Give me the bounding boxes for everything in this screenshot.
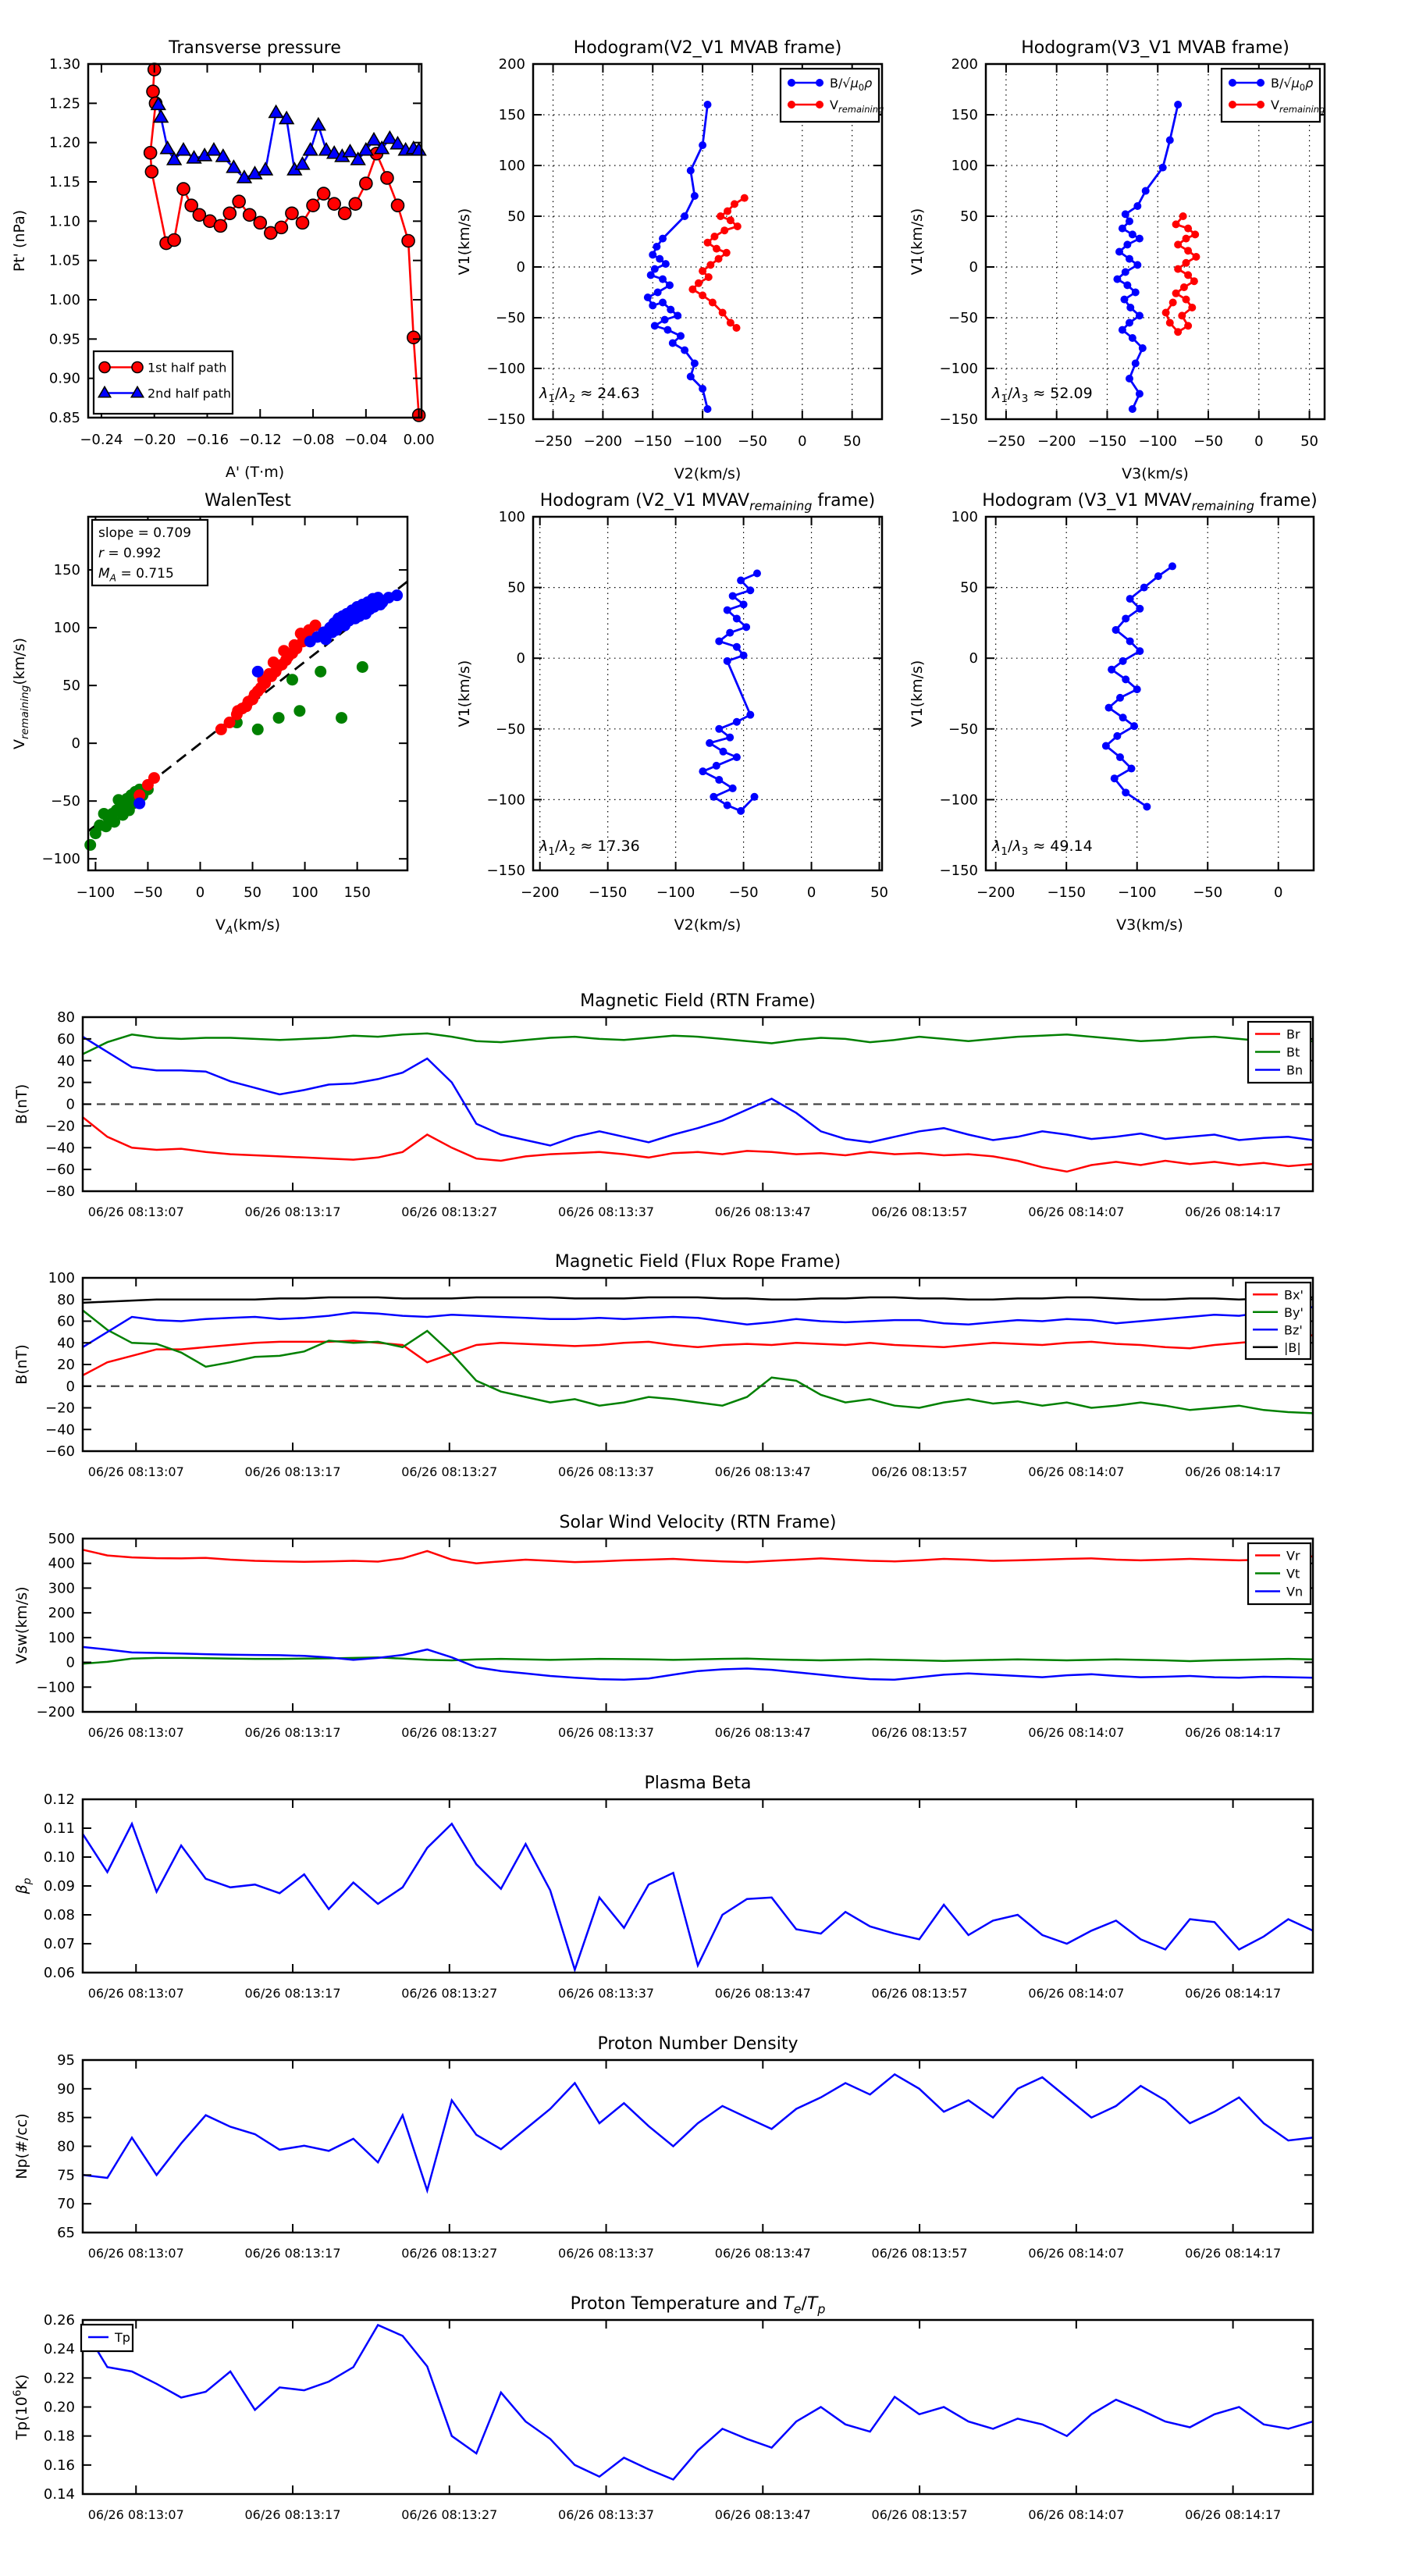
y-tick-label: 50 (62, 678, 80, 695)
series-np (83, 2074, 1313, 2190)
x-tick-label: 06/26 08:13:17 (244, 1986, 341, 2001)
legend-item-label: $V_{remaining}$ (1271, 98, 1325, 115)
series-tp (83, 2325, 1313, 2480)
y-tick-label: 200 (951, 56, 978, 73)
panel-title: Proton Number Density (597, 2034, 799, 2054)
y-tick-label: 200 (498, 56, 525, 73)
y-tick-label: 0 (66, 1654, 75, 1671)
y-tick-label: 0 (66, 1378, 75, 1395)
legend (1248, 1543, 1311, 1604)
x-tick-label: 06/26 08:13:17 (244, 2246, 341, 2261)
x-tick-label: 06/26 08:13:47 (714, 2507, 811, 2522)
panel-title: Proton Temperature and $T_e/T_p$ (570, 2294, 826, 2317)
x-tick-label: 0 (806, 884, 816, 901)
panel-title: Magnetic Field (Flux Rope Frame) (554, 1252, 841, 1272)
legend-item-label: $B/√\mu_0\rho$ (830, 76, 873, 93)
x-tick-label: 06/26 08:13:27 (401, 1725, 498, 1740)
y-tick-label: 40 (57, 1052, 75, 1069)
x-tick-label: 0 (1274, 884, 1283, 901)
legend-item-label: 2nd half path (148, 386, 232, 401)
series-bt (83, 1034, 1313, 1055)
y-tick-label: 0.90 (48, 370, 80, 387)
x-tick-label: −0.24 (80, 432, 123, 448)
y-tick-label: 80 (57, 1291, 75, 1308)
x-tick-label: 06/26 08:13:47 (714, 2246, 811, 2261)
x-tick-label: 06/26 08:13:17 (244, 2507, 341, 2522)
y-tick-label: 0.95 (48, 331, 80, 348)
y-tick-label: 0.11 (43, 1820, 75, 1837)
x-tick-label: −0.12 (238, 432, 282, 448)
y-tick-label: 400 (48, 1555, 75, 1572)
legend-item-label: Vn (1286, 1584, 1304, 1599)
y-tick-label: 80 (57, 2138, 75, 2155)
legend-item-label: 1st half path (148, 360, 227, 375)
x-tick-label: 06/26 08:14:17 (1185, 2246, 1282, 2261)
y-tick-label: 75 (57, 2167, 75, 2184)
x-tick-label: 06/26 08:13:37 (558, 1725, 655, 1740)
y-tick-label: −100 (486, 792, 525, 809)
y-tick-label: −100 (41, 851, 80, 868)
panel-title: Hodogram(V3_V1 MVAB frame) (1021, 38, 1289, 58)
y-tick-label: 85 (57, 2109, 75, 2126)
x-tick-label: 06/26 08:14:07 (1028, 1464, 1125, 1479)
panel-vsw-rtn (13, 1513, 1313, 1740)
x-tick-label: 06/26 08:13:27 (401, 2246, 498, 2261)
legend (1222, 69, 1325, 122)
x-tick-label: 06/26 08:13:27 (401, 1464, 498, 1479)
x-tick-label: −100 (656, 884, 695, 901)
y-tick-label: 0.12 (43, 1791, 75, 1808)
x-tick-label: −200 (583, 433, 623, 450)
x-axis-label: $V_A(km/s)$ (215, 916, 280, 937)
x-tick-label: −100 (1117, 884, 1157, 901)
y-tick-label: 1.20 (48, 134, 80, 151)
panel-transverse-pressure (11, 38, 435, 481)
y-tick-label: 0.16 (43, 2457, 75, 2474)
x-tick-label: 06/26 08:13:27 (401, 2507, 498, 2522)
y-tick-label: −100 (939, 361, 978, 377)
y-axis-label: V1(km/s) (909, 208, 926, 276)
x-tick-label: −50 (1193, 433, 1224, 450)
y-tick-label: 90 (57, 2080, 75, 2097)
y-tick-label: 20 (57, 1074, 75, 1091)
y-tick-label: 100 (951, 509, 978, 525)
stats-line: r = 0.992 (98, 546, 162, 561)
series--b- (83, 1297, 1313, 1303)
x-tick-label: −100 (1138, 433, 1177, 450)
x-tick-label: 06/26 08:13:47 (714, 1725, 811, 1740)
y-tick-label: 40 (57, 1335, 75, 1352)
legend-item-label: $V_{remaining}$ (830, 98, 884, 115)
x-axis-label: V3(km/s) (1122, 465, 1189, 482)
y-tick-label: 1.30 (48, 56, 80, 73)
x-axis-label: V3(km/s) (1116, 916, 1183, 934)
y-tick-label: 60 (57, 1313, 75, 1330)
x-tick-label: 06/26 08:13:17 (244, 1464, 341, 1479)
x-tick-label: −150 (588, 884, 628, 901)
axes-border (83, 2320, 1313, 2494)
y-tick-label: −150 (486, 863, 525, 879)
x-axis-label: A' (T·m) (225, 464, 285, 481)
y-axis-label: V1(km/s) (909, 660, 926, 728)
y-tick-label: 0.22 (43, 2370, 75, 2387)
panel-title: Solar Wind Velocity (RTN Frame) (559, 1513, 837, 1532)
y-axis-label: Vsw(km/s) (13, 1586, 30, 1664)
y-tick-label: −40 (45, 1140, 75, 1157)
y-tick-label: 0.06 (43, 1965, 75, 1981)
x-tick-label: 06/26 08:13:57 (871, 2246, 968, 2261)
panel-b-fluxrope (13, 1252, 1313, 1479)
y-tick-label: −60 (45, 1162, 75, 1179)
x-tick-label: 06/26 08:13:47 (714, 1464, 811, 1479)
panel-title: Hodogram (V3_V1 $MVAV_{remaining}$ frame) (982, 491, 1318, 514)
panel-walen-test (11, 491, 407, 937)
series-vt (83, 1657, 1313, 1663)
x-tick-label: 06/26 08:13:57 (871, 1464, 968, 1479)
y-tick-label: −100 (36, 1679, 75, 1696)
x-tick-label: −0.08 (291, 432, 335, 448)
x-tick-label: 06/26 08:13:37 (558, 1986, 655, 2001)
y-tick-label: 80 (57, 1009, 75, 1026)
y-tick-label: 1.15 (48, 174, 80, 190)
y-tick-label: 0 (66, 1096, 75, 1113)
x-tick-label: 150 (343, 884, 371, 901)
x-tick-label: 50 (1300, 433, 1319, 450)
y-tick-label: 50 (960, 208, 978, 225)
x-tick-label: −150 (633, 433, 672, 450)
x-tick-label: 06/26 08:13:57 (871, 2507, 968, 2522)
y-tick-label: −50 (948, 310, 978, 326)
annotation-label: $\lambda_1/\lambda_2 \approx 17.36$ (539, 838, 640, 858)
y-tick-label: −200 (36, 1704, 75, 1720)
y-tick-label: 0 (969, 259, 978, 276)
y-tick-label: 500 (48, 1531, 75, 1547)
y-tick-label: 0.20 (43, 2399, 75, 2416)
legend (781, 69, 884, 122)
x-tick-label: 06/26 08:14:17 (1185, 1725, 1282, 1740)
x-tick-label: −0.20 (133, 432, 176, 448)
axes-border (83, 2060, 1313, 2233)
x-tick-label: 06/26 08:13:07 (87, 2246, 184, 2261)
y-tick-label: 1.10 (48, 213, 80, 230)
x-tick-label: 100 (291, 884, 318, 901)
y-tick-label: −50 (948, 720, 978, 738)
x-tick-label: −0.04 (344, 432, 388, 448)
x-tick-label: −150 (1087, 433, 1127, 450)
stats-line: $M_A = 0.715$ (98, 566, 174, 584)
x-tick-label: 06/26 08:13:07 (87, 1204, 184, 1219)
y-axis-label: B(nT) (13, 1083, 30, 1125)
x-axis-label: V2(km/s) (674, 916, 742, 934)
stats-box (92, 520, 208, 585)
y-tick-label: 0.08 (43, 1907, 75, 1923)
x-tick-label: −250 (533, 433, 573, 450)
x-tick-label: −100 (683, 433, 722, 450)
y-axis-label: V1(km/s) (456, 208, 473, 276)
y-tick-label: −80 (45, 1183, 75, 1200)
y-tick-label: −60 (45, 1443, 75, 1460)
x-tick-label: 06/26 08:13:57 (871, 1725, 968, 1740)
y-axis-label: $\beta_p$ (13, 1877, 34, 1895)
axes-border (83, 1278, 1313, 1451)
x-tick-label: 06/26 08:13:37 (558, 2246, 655, 2261)
x-tick-label: 06/26 08:14:07 (1028, 1725, 1125, 1740)
y-tick-label: 100 (48, 1629, 75, 1646)
x-tick-label: 06/26 08:14:17 (1185, 1986, 1282, 2001)
legend-item-label: |B| (1284, 1340, 1301, 1355)
x-tick-label: 06/26 08:14:17 (1185, 1204, 1282, 1219)
legend-item-label: By' (1284, 1304, 1304, 1320)
y-tick-label: 50 (960, 579, 978, 596)
series-beta-p (83, 1823, 1313, 1969)
y-tick-label: 0.85 (48, 410, 80, 426)
stats-line: slope = 0.709 (98, 525, 191, 541)
x-tick-label: 06/26 08:13:07 (87, 1725, 184, 1740)
y-tick-label: 50 (507, 208, 525, 225)
x-tick-label: −200 (1037, 433, 1076, 450)
y-tick-label: −50 (496, 720, 525, 738)
x-tick-label: 06/26 08:14:17 (1185, 2507, 1282, 2522)
legend-item-label: Bn (1286, 1062, 1304, 1078)
x-tick-label: 50 (870, 884, 888, 901)
x-tick-label: −100 (76, 884, 116, 901)
x-tick-label: 06/26 08:13:57 (871, 1204, 968, 1219)
panel-title: Transverse pressure (169, 38, 341, 58)
x-tick-label: 0.00 (403, 432, 435, 448)
x-tick-label: 06/26 08:14:07 (1028, 1204, 1125, 1219)
x-tick-label: 06/26 08:13:57 (871, 1986, 968, 2001)
x-tick-label: 06/26 08:13:17 (244, 1204, 341, 1219)
panel-hodogram-v2v1-mvab (456, 38, 884, 482)
legend-item-label: Bx' (1284, 1287, 1304, 1303)
panel-title: Plasma Beta (644, 1774, 752, 1793)
panel-title: WalenTest (205, 491, 291, 511)
y-axis-label: Np(#/cc) (13, 2113, 30, 2179)
y-tick-label: 150 (498, 107, 525, 123)
x-tick-label: 06/26 08:13:47 (714, 1986, 811, 2001)
panel-hodogram-v3v1-mvab (909, 38, 1325, 482)
series-bx- (83, 1336, 1313, 1375)
panel-plasma-beta (13, 1774, 1313, 2001)
x-tick-label: 06/26 08:14:07 (1028, 2246, 1125, 2261)
x-tick-label: 50 (843, 433, 862, 450)
y-tick-label: 0.26 (43, 2312, 75, 2329)
series-bn (83, 1037, 1313, 1145)
y-tick-label: −150 (939, 411, 978, 428)
series-br (83, 1117, 1313, 1172)
x-tick-label: 06/26 08:13:37 (558, 2507, 655, 2522)
series-vr (83, 1550, 1313, 1563)
panel-proton-temperature (11, 2294, 1313, 2522)
legend-item-label: Bz' (1284, 1322, 1303, 1338)
x-axis-label: V2(km/s) (674, 465, 742, 482)
x-tick-label: −50 (1193, 884, 1223, 901)
panel-hodogram-v2v1-mvav (456, 491, 888, 934)
y-tick-label: −20 (45, 1118, 75, 1135)
x-tick-label: 06/26 08:13:27 (401, 1986, 498, 2001)
y-tick-label: −100 (939, 792, 978, 809)
x-tick-label: −200 (976, 884, 1016, 901)
legend-item-label: Vt (1286, 1566, 1300, 1582)
y-axis-label: Pt' (nPa) (11, 209, 28, 272)
y-tick-label: 100 (53, 620, 80, 637)
x-tick-label: −0.16 (185, 432, 229, 448)
y-tick-label: −150 (486, 411, 525, 428)
y-tick-label: 95 (57, 2052, 75, 2069)
y-tick-label: 100 (951, 158, 978, 174)
x-tick-label: 06/26 08:14:07 (1028, 1986, 1125, 2001)
y-axis-label: $Tp(10^6K)$ (11, 2374, 30, 2440)
legend (94, 351, 233, 414)
x-tick-label: −150 (1047, 884, 1086, 901)
legend (1246, 1283, 1311, 1359)
y-tick-label: 150 (951, 107, 978, 123)
y-tick-label: 0 (969, 650, 978, 667)
panel-b-rtn (13, 991, 1313, 1219)
legend-item-label: Br (1286, 1026, 1300, 1042)
panel-title: Magnetic Field (RTN Frame) (580, 991, 816, 1011)
series-bz- (83, 1308, 1313, 1347)
y-tick-label: −150 (939, 863, 978, 879)
panel-title: Hodogram (V2_V1 $MVAV_{remaining}$ frame) (539, 491, 876, 514)
legend (1248, 1022, 1311, 1083)
x-tick-label: 06/26 08:13:37 (558, 1204, 655, 1219)
y-tick-label: 1.00 (48, 292, 80, 308)
y-axis-label: V1(km/s) (456, 660, 473, 728)
series-by- (83, 1311, 1313, 1414)
y-tick-label: 0.10 (43, 1849, 75, 1866)
annotation-label: $\lambda_1/\lambda_3 \approx 49.14$ (992, 838, 1093, 858)
x-tick-label: 0 (1254, 433, 1264, 450)
y-tick-label: 70 (57, 2196, 75, 2213)
x-tick-label: 06/26 08:13:27 (401, 1204, 498, 1219)
x-tick-label: −200 (520, 884, 560, 901)
legend-item-label: Vr (1286, 1548, 1300, 1564)
y-tick-label: 0 (516, 259, 525, 276)
y-tick-label: −40 (45, 1421, 75, 1439)
legend (81, 2325, 133, 2351)
y-tick-label: 100 (498, 158, 525, 174)
y-tick-label: 0.07 (43, 1936, 75, 1952)
y-tick-label: −100 (486, 361, 525, 377)
panel-title: Hodogram(V2_V1 MVAB frame) (573, 38, 842, 58)
axes-border (533, 517, 882, 870)
x-tick-label: 06/26 08:14:07 (1028, 2507, 1125, 2522)
x-tick-label: 06/26 08:13:17 (244, 1725, 341, 1740)
x-tick-label: 06/26 08:13:07 (87, 2507, 184, 2522)
axes-border (83, 1799, 1313, 1973)
y-tick-label: 1.05 (48, 252, 80, 269)
annotation-label: $\lambda_1/\lambda_2 \approx 24.63$ (539, 385, 640, 405)
x-tick-label: −250 (987, 433, 1026, 450)
x-tick-label: 0 (195, 884, 205, 901)
annotation-label: $\lambda_1/\lambda_3 \approx 52.09$ (992, 385, 1093, 405)
y-tick-label: 60 (57, 1030, 75, 1048)
y-tick-label: 0.09 (43, 1878, 75, 1895)
y-tick-label: 1.25 (48, 95, 80, 112)
y-axis-label: B(nT) (13, 1344, 30, 1385)
y-tick-label: 50 (507, 579, 525, 596)
y-tick-label: −50 (51, 793, 80, 810)
axes-border (986, 517, 1314, 870)
y-tick-label: 20 (57, 1357, 75, 1373)
x-tick-label: 06/26 08:14:17 (1185, 1464, 1282, 1479)
y-tick-label: −50 (496, 310, 525, 326)
x-tick-label: −50 (728, 884, 759, 901)
y-axis-label: $V_{remaining}(km/s)$ (11, 638, 31, 749)
panel-proton-density (13, 2034, 1313, 2261)
y-tick-label: 300 (48, 1580, 75, 1597)
legend-item-label: $B/√\mu_0\rho$ (1271, 76, 1314, 93)
series-vn (83, 1647, 1313, 1680)
x-tick-label: −50 (737, 433, 767, 450)
y-tick-label: 100 (48, 1270, 75, 1286)
y-tick-label: 0.24 (43, 2341, 75, 2358)
axes-border (83, 1539, 1313, 1712)
panel-hodogram-v3v1-mvav (909, 491, 1318, 934)
y-tick-label: −20 (45, 1400, 75, 1417)
y-tick-label: 0.14 (43, 2486, 75, 2503)
x-tick-label: −50 (133, 884, 163, 901)
x-tick-label: 06/26 08:13:07 (87, 1464, 184, 1479)
legend-item-label: Tp (115, 2330, 130, 2345)
y-tick-label: 65 (57, 2225, 75, 2241)
y-tick-label: 0 (516, 650, 525, 667)
x-tick-label: 0 (798, 433, 807, 450)
y-tick-label: 150 (53, 562, 80, 579)
x-tick-label: 06/26 08:13:47 (714, 1204, 811, 1219)
y-tick-label: 100 (498, 509, 525, 525)
x-tick-label: 06/26 08:13:37 (558, 1464, 655, 1479)
x-tick-label: 50 (244, 884, 261, 901)
legend-item-label: Bt (1286, 1044, 1300, 1060)
y-tick-label: 200 (48, 1605, 75, 1622)
y-tick-label: 0 (71, 735, 80, 753)
x-tick-label: 06/26 08:13:07 (87, 1986, 184, 2001)
y-tick-label: 0.18 (43, 2428, 75, 2445)
